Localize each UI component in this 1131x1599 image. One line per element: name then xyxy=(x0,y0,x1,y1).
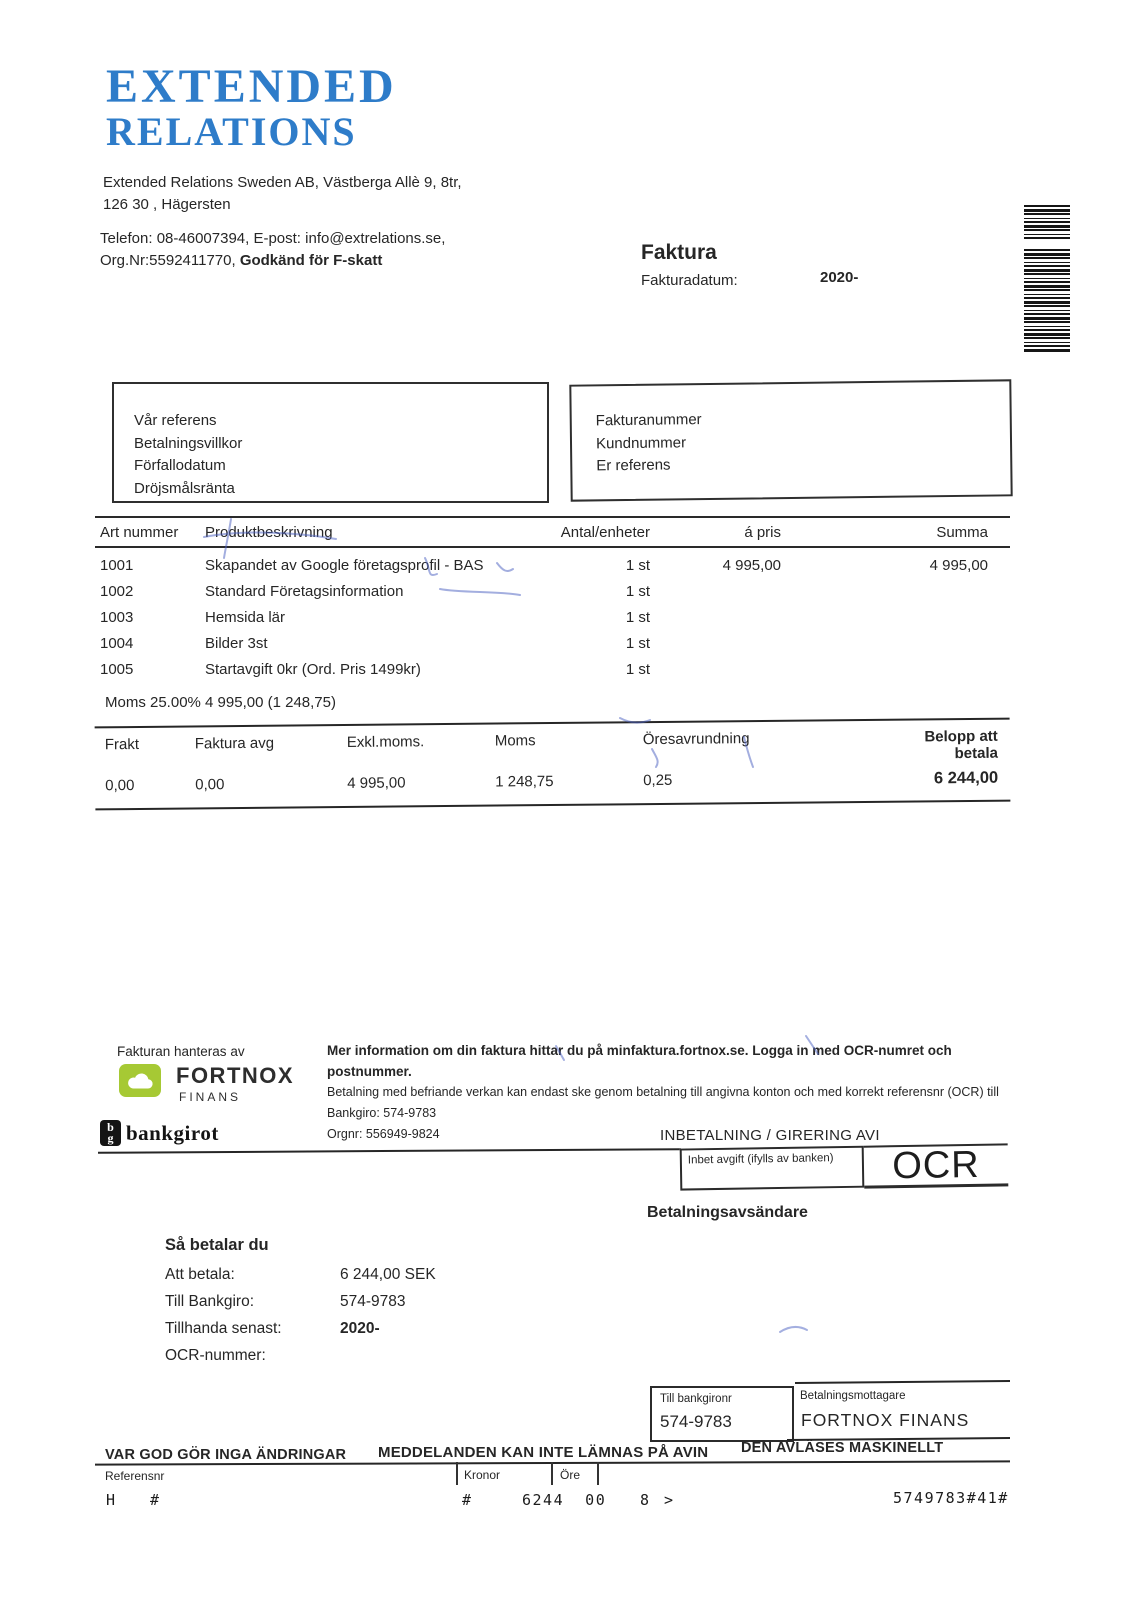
logo-line-relations: RELATIONS xyxy=(106,109,357,154)
avi-title: INBETALNING / GIRERING AVI xyxy=(660,1127,880,1144)
fortnox-finans-label: FINANS xyxy=(179,1090,242,1104)
machine-read-notice: DEN AVLÄSES MASKINELLT xyxy=(741,1440,944,1456)
cell-art: 1001 xyxy=(100,557,134,574)
pay-value: 6 244,00 SEK xyxy=(340,1266,436,1283)
label-forfallodatum: Förfallodatum xyxy=(134,457,226,474)
our-reference-box xyxy=(112,382,549,503)
header-art-nummer: Art nummer xyxy=(100,524,179,541)
cell-divider xyxy=(456,1462,458,1485)
bankgirot-wordmark: bankgirot xyxy=(126,1121,219,1145)
cell-sum xyxy=(785,579,1010,605)
ocr-check-digit: 8 xyxy=(640,1491,651,1509)
pay-label: OCR-nummer: xyxy=(165,1347,266,1364)
fortnox-orgnr: Orgnr: 556949-9824 xyxy=(327,1127,440,1141)
cell-sum: 4 995,00 xyxy=(929,557,988,574)
cell-desc: Standard Företagsinformation xyxy=(205,583,404,600)
header-produktbeskrivning: Produktbeskrivning xyxy=(205,524,333,541)
value-faktura-avg: 0,00 xyxy=(195,776,225,794)
cell-art: 1004 xyxy=(100,635,134,652)
label-er-referens: Er referens xyxy=(596,456,671,475)
logo-line-extended: EXTENDED xyxy=(106,60,397,113)
table-row xyxy=(95,605,1010,631)
pay-value: 574-9783 xyxy=(340,1293,406,1310)
kronor-label: Kronor xyxy=(464,1468,501,1482)
ocr-amount: 6244 00 xyxy=(522,1491,607,1509)
bg-icon-g: g xyxy=(107,1131,114,1145)
totals-values xyxy=(95,769,1010,797)
label-drojsmalsranta: Dröjsmålsränta xyxy=(134,479,235,497)
cell-art: 1002 xyxy=(100,583,134,600)
label-betalningsvillkor: Betalningsvillkor xyxy=(134,434,243,452)
ocr-box xyxy=(864,1143,1009,1188)
address-line-1: Extended Relations Sweden AB, Västberga Allè 9, 8tr, xyxy=(103,174,462,191)
ore-label: Öre xyxy=(560,1468,581,1482)
cell-qty: 1 st xyxy=(625,661,650,678)
cell-art: 1003 xyxy=(100,609,134,626)
pay-value: 2020- xyxy=(340,1320,380,1337)
cell-desc: Skapandet av Google företagsprofil - BAS xyxy=(205,557,484,574)
invoice-date-value: 2020- xyxy=(820,269,859,286)
cell-art: 1005 xyxy=(100,661,134,678)
table-row xyxy=(95,657,1010,683)
value-oresavrundning: 0,25 xyxy=(643,771,673,790)
header-antal: Antal/enheter xyxy=(560,524,650,541)
recipient-value: FORTNOX FINANS xyxy=(801,1410,970,1430)
label-faktura-avg: Faktura avg xyxy=(194,734,275,753)
recipient-label: Betalningsmottagare xyxy=(800,1390,906,1402)
company-address xyxy=(103,172,462,216)
items-table xyxy=(95,516,1010,691)
cell-price xyxy=(650,605,785,631)
label-exkl-moms: Exkl.moms. xyxy=(346,733,425,751)
totals-labels xyxy=(95,728,1010,771)
header-summa: Summa xyxy=(936,524,988,541)
label-kundnummer: Kundnummer xyxy=(595,433,687,452)
label-oresavrundning: Öresavrundning xyxy=(642,730,750,749)
barcode-icon xyxy=(1024,205,1070,239)
value-exkl-moms: 4 995,00 xyxy=(347,774,406,792)
invoice-date-label: Fakturadatum: xyxy=(641,272,738,289)
pay-row-att-betala xyxy=(165,1261,436,1288)
ocr-arrow: > xyxy=(664,1491,675,1509)
no-messages-notice: MEDDELANDEN KAN INTE LÄMNAS PÅ AVIN xyxy=(378,1444,709,1461)
table-row xyxy=(95,579,1010,605)
pay-row-bankgiro xyxy=(165,1288,436,1315)
fortnox-wordmark: FORTNOX xyxy=(176,1063,295,1088)
cell-sum xyxy=(785,605,1010,631)
label-moms: Moms xyxy=(494,732,536,750)
header-a-pris: á pris xyxy=(744,524,781,541)
pay-label: Tillhanda senast: xyxy=(165,1320,282,1337)
cell-price: 4 995,00 xyxy=(722,557,781,574)
cell-sum xyxy=(785,657,1010,683)
cell-divider xyxy=(551,1462,553,1485)
invoice-title: Faktura xyxy=(641,241,717,264)
orgnr-text: Org.Nr:5592411770, xyxy=(100,252,240,269)
cell-desc: Bilder 3st xyxy=(205,635,268,652)
referensnr-label: Referensnr xyxy=(105,1469,165,1483)
cloud-icon xyxy=(125,1070,155,1091)
items-table-header xyxy=(95,518,1010,548)
cell-price xyxy=(650,657,785,683)
barcode-icon xyxy=(1024,249,1070,353)
bankgironr-box xyxy=(650,1386,794,1442)
company-logo xyxy=(106,60,397,154)
bankgironr-label: Till bankgironr xyxy=(660,1393,732,1405)
pay-label: Att betala: xyxy=(165,1266,235,1283)
handled-by-label: Fakturan hanteras av xyxy=(117,1044,245,1059)
label-var-referens: Vår referens xyxy=(134,412,217,429)
bg-icon-b: b xyxy=(107,1120,114,1134)
fskatt-text: Godkänd för F-skatt xyxy=(239,252,383,269)
bankgironr-value: 574-9783 xyxy=(660,1412,732,1431)
invoice-number-box xyxy=(569,379,1012,501)
pay-row-ocr xyxy=(165,1342,436,1369)
how-to-pay-title: Så betalar du xyxy=(165,1236,269,1254)
cell-qty: 1 st xyxy=(625,635,650,652)
cell-divider xyxy=(597,1462,599,1485)
bank-fee-box xyxy=(680,1146,865,1191)
ocr-code: 5749783#41# xyxy=(893,1489,1009,1507)
table-row xyxy=(95,553,1010,579)
fortnox-info-text: Betalning med befriande verkan kan endast ske genom betalning till angivna konton och med korrekt referensnr (OCR) till Bankgiro: 574-9783 xyxy=(327,1085,999,1120)
label-fakturanummer: Fakturanummer xyxy=(595,411,702,430)
fee-and-ocr-box xyxy=(680,1143,1009,1191)
cell-desc: Startavgift 0kr (Ord. Pris 1499kr) xyxy=(205,661,421,678)
contact-line-1: Telefon: 08-46007394, E-post: info@extrelations.se, xyxy=(100,230,446,247)
ocr-hash: # xyxy=(150,1491,161,1509)
cell-desc: Hemsida lär xyxy=(205,609,286,626)
cell-qty: 1 st xyxy=(625,557,650,574)
contact-line-2 xyxy=(100,250,445,272)
ocr-box-label: OCR xyxy=(891,1143,981,1187)
label-belopp-att-betala: Belopp att betala xyxy=(924,727,998,763)
label-frakt: Frakt xyxy=(104,735,140,754)
value-moms: 1 248,75 xyxy=(495,772,554,791)
vat-note: Moms 25.00% 4 995,00 (1 248,75) xyxy=(105,694,336,711)
no-changes-notice: VAR GOD GÖR INGA ÄNDRINGAR xyxy=(105,1447,347,1463)
ocr-hash: # xyxy=(462,1491,473,1509)
fortnox-info-bold: Mer information om din faktura hittar du på minfaktura.fortnox.se. Logga in med OCR-numret och postnummer. xyxy=(327,1043,952,1079)
cell-sum xyxy=(785,631,1010,657)
divider-line xyxy=(795,1380,1010,1384)
totals-band xyxy=(95,718,1011,811)
bank-fee-label: Inbet avgift (ifylls av banken) xyxy=(687,1152,834,1167)
cell-qty: 1 st xyxy=(625,609,650,626)
pay-label: Till Bankgiro: xyxy=(165,1293,255,1310)
ocr-field-h: H xyxy=(106,1491,117,1509)
address-line-2: 126 30 , Hägersten xyxy=(103,196,231,213)
fortnox-cloud-icon xyxy=(119,1064,161,1097)
how-to-pay-block xyxy=(165,1236,436,1369)
payment-sender-label: Betalningsavsändare xyxy=(647,1204,808,1221)
table-row xyxy=(95,631,1010,657)
value-frakt: 0,00 xyxy=(105,777,135,795)
cell-qty: 1 st xyxy=(625,583,650,600)
cell-price xyxy=(650,631,785,657)
divider-line xyxy=(98,1148,681,1154)
cell-price xyxy=(650,579,785,605)
bankgirot-icon xyxy=(100,1120,121,1146)
pay-row-tillhanda xyxy=(165,1315,436,1342)
company-contact xyxy=(100,228,445,272)
value-belopp-att-betala: 6 244,00 xyxy=(933,768,999,788)
